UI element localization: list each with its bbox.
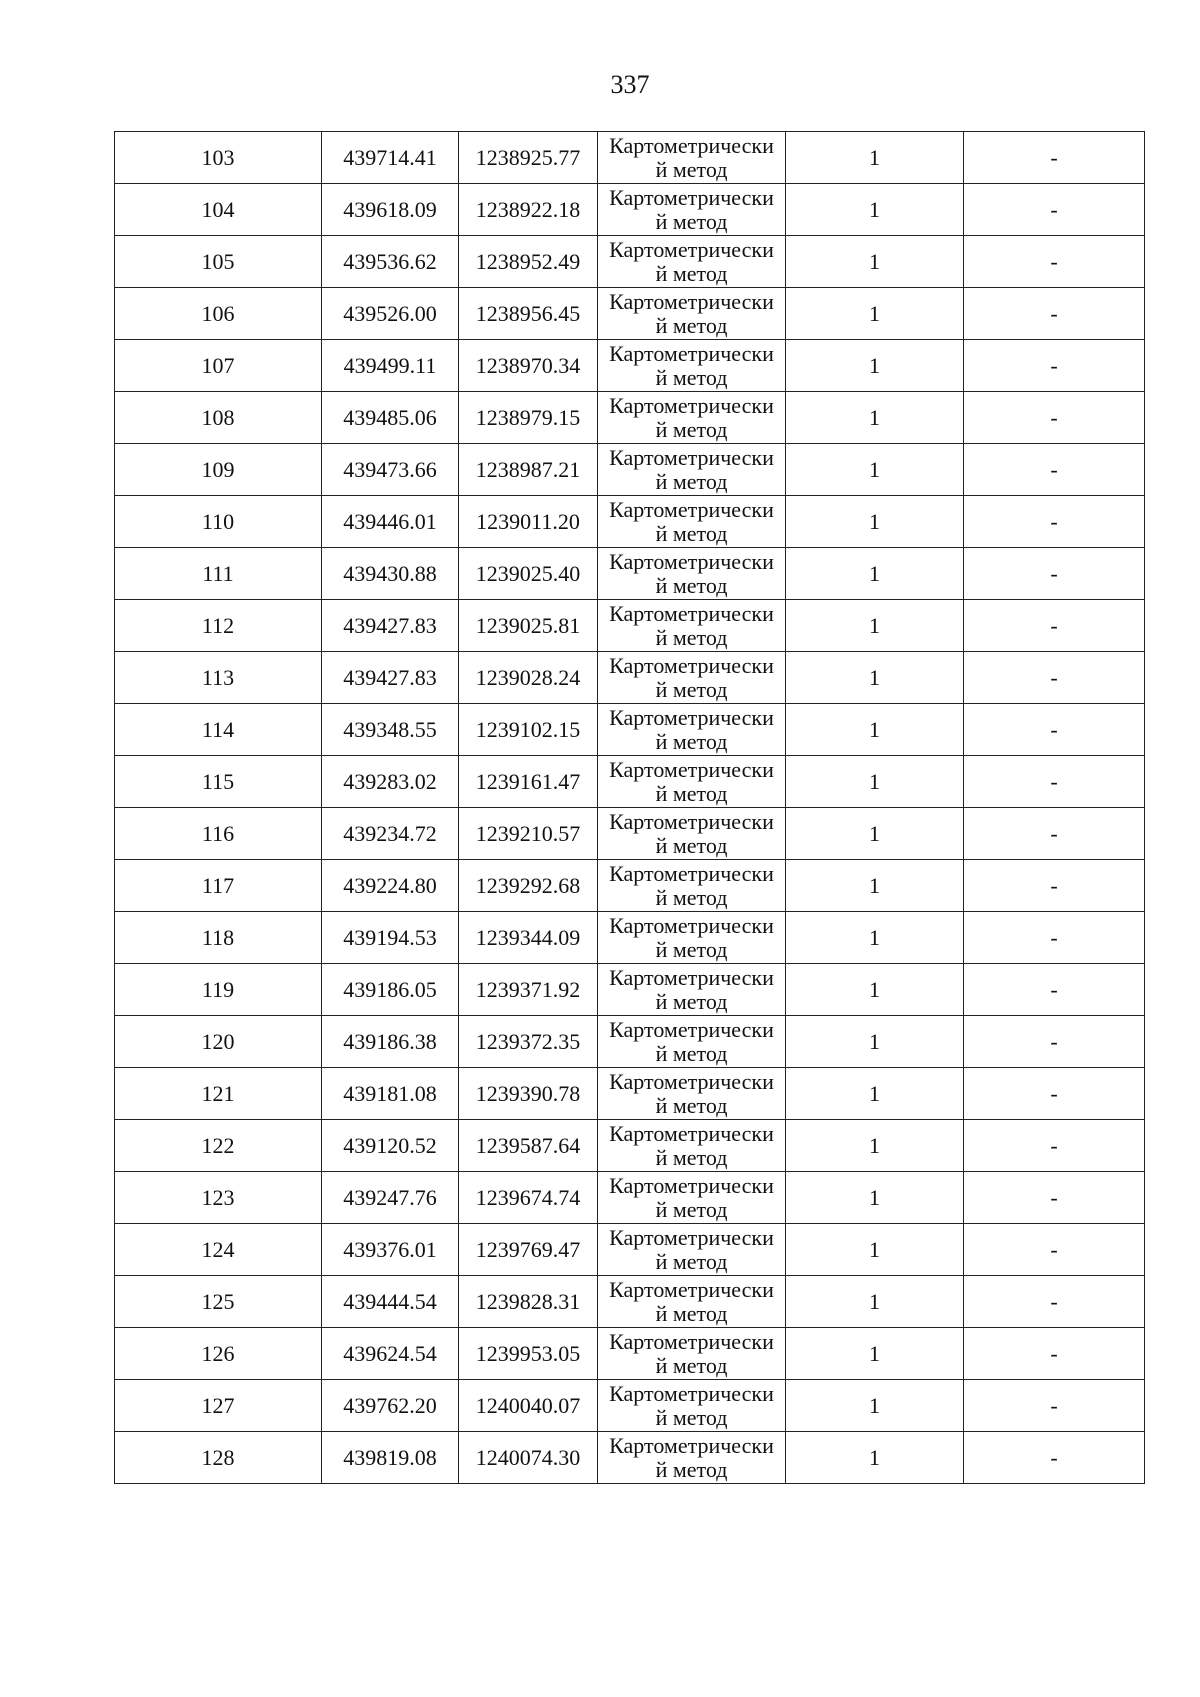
table-row xyxy=(115,964,1145,1016)
note-cell: - xyxy=(964,1328,1145,1380)
point-number-cell: 126 xyxy=(115,1328,322,1380)
point-number-cell: 117 xyxy=(115,860,322,912)
y-coordinate-cell: 1240074.30 xyxy=(459,1432,598,1484)
accuracy-cell: 1 xyxy=(786,392,964,444)
y-coordinate-cell: 1239587.64 xyxy=(459,1120,598,1172)
point-number-cell: 128 xyxy=(115,1432,322,1484)
method-text-line-2: й метод xyxy=(655,1300,728,1326)
x-coordinate-cell: 439283.02 xyxy=(322,756,459,808)
table-row xyxy=(115,756,1145,808)
y-coordinate-cell: 1238952.49 xyxy=(459,236,598,288)
y-coordinate-cell: 1239828.31 xyxy=(459,1276,598,1328)
accuracy-cell: 1 xyxy=(786,808,964,860)
note-cell: - xyxy=(964,496,1145,548)
method-text-line-2: й метод xyxy=(655,1404,728,1430)
method-cell xyxy=(598,1224,786,1276)
point-number-cell: 113 xyxy=(115,652,322,704)
y-coordinate-cell: 1238987.21 xyxy=(459,444,598,496)
x-coordinate-cell: 439819.08 xyxy=(322,1432,459,1484)
accuracy-cell: 1 xyxy=(786,444,964,496)
method-text-line-2: й метод xyxy=(655,156,728,182)
point-number-cell: 125 xyxy=(115,1276,322,1328)
y-coordinate-cell: 1239344.09 xyxy=(459,912,598,964)
note-cell: - xyxy=(964,912,1145,964)
table-row xyxy=(115,548,1145,600)
note-cell: - xyxy=(964,1432,1145,1484)
table-row xyxy=(115,600,1145,652)
y-coordinate-cell: 1238925.77 xyxy=(459,132,598,184)
note-cell: - xyxy=(964,756,1145,808)
method-text-line-2: й метод xyxy=(655,1092,728,1118)
method-text-line-2: й метод xyxy=(655,728,728,754)
table-row xyxy=(115,288,1145,340)
note-cell: - xyxy=(964,860,1145,912)
table-row xyxy=(115,444,1145,496)
method-cell xyxy=(598,444,786,496)
method-cell xyxy=(598,1068,786,1120)
x-coordinate-cell: 439444.54 xyxy=(322,1276,459,1328)
method-text-line-1: Картометрически xyxy=(609,1328,774,1354)
note-cell: - xyxy=(964,392,1145,444)
x-coordinate-cell: 439762.20 xyxy=(322,1380,459,1432)
x-coordinate-cell: 439234.72 xyxy=(322,808,459,860)
table-row xyxy=(115,1380,1145,1432)
y-coordinate-cell: 1239292.68 xyxy=(459,860,598,912)
method-cell xyxy=(598,340,786,392)
method-text-line-1: Картометрически xyxy=(609,652,774,678)
accuracy-cell: 1 xyxy=(786,912,964,964)
method-text-line-1: Картометрически xyxy=(609,548,774,574)
method-cell xyxy=(598,860,786,912)
note-cell: - xyxy=(964,1380,1145,1432)
method-text-line-2: й метод xyxy=(655,260,728,286)
method-text-line-1: Картометрически xyxy=(609,184,774,210)
method-text-line-1: Картометрически xyxy=(609,1016,774,1042)
method-cell xyxy=(598,1276,786,1328)
accuracy-cell: 1 xyxy=(786,1328,964,1380)
accuracy-cell: 1 xyxy=(786,132,964,184)
method-cell xyxy=(598,912,786,964)
method-text-line-1: Картометрически xyxy=(609,860,774,886)
method-text-line-1: Картометрически xyxy=(609,444,774,470)
table-row xyxy=(115,236,1145,288)
accuracy-cell: 1 xyxy=(786,860,964,912)
method-cell xyxy=(598,756,786,808)
method-cell xyxy=(598,1120,786,1172)
table-row xyxy=(115,912,1145,964)
note-cell: - xyxy=(964,548,1145,600)
method-text-line-2: й метод xyxy=(655,1352,728,1378)
method-cell xyxy=(598,1380,786,1432)
x-coordinate-cell: 439186.38 xyxy=(322,1016,459,1068)
accuracy-cell: 1 xyxy=(786,184,964,236)
method-cell xyxy=(598,1328,786,1380)
method-text-line-2: й метод xyxy=(655,780,728,806)
method-text-line-2: й метод xyxy=(655,988,728,1014)
accuracy-cell: 1 xyxy=(786,1224,964,1276)
method-cell xyxy=(598,132,786,184)
method-text-line-1: Картометрически xyxy=(609,912,774,938)
note-cell: - xyxy=(964,1068,1145,1120)
note-cell: - xyxy=(964,1224,1145,1276)
accuracy-cell: 1 xyxy=(786,496,964,548)
note-cell: - xyxy=(964,964,1145,1016)
method-text-line-2: й метод xyxy=(655,884,728,910)
accuracy-cell: 1 xyxy=(786,236,964,288)
point-number-cell: 111 xyxy=(115,548,322,600)
table-row xyxy=(115,704,1145,756)
accuracy-cell: 1 xyxy=(786,1016,964,1068)
table-row xyxy=(115,132,1145,184)
note-cell: - xyxy=(964,444,1145,496)
point-number-cell: 115 xyxy=(115,756,322,808)
method-text-line-2: й метод xyxy=(655,416,728,442)
method-cell xyxy=(598,964,786,1016)
method-text-line-1: Картометрически xyxy=(609,1224,774,1250)
point-number-cell: 110 xyxy=(115,496,322,548)
point-number-cell: 109 xyxy=(115,444,322,496)
y-coordinate-cell: 1239161.47 xyxy=(459,756,598,808)
note-cell: - xyxy=(964,1276,1145,1328)
y-coordinate-cell: 1239953.05 xyxy=(459,1328,598,1380)
method-cell xyxy=(598,184,786,236)
x-coordinate-cell: 439427.83 xyxy=(322,600,459,652)
table-row xyxy=(115,1016,1145,1068)
method-text-line-1: Картометрически xyxy=(609,704,774,730)
note-cell: - xyxy=(964,1016,1145,1068)
y-coordinate-cell: 1238922.18 xyxy=(459,184,598,236)
method-text-line-2: й метод xyxy=(655,208,728,234)
x-coordinate-cell: 439430.88 xyxy=(322,548,459,600)
method-text-line-2: й метод xyxy=(655,676,728,702)
method-text-line-1: Картометрически xyxy=(609,236,774,262)
x-coordinate-cell: 439526.00 xyxy=(322,288,459,340)
x-coordinate-cell: 439348.55 xyxy=(322,704,459,756)
point-number-cell: 118 xyxy=(115,912,322,964)
accuracy-cell: 1 xyxy=(786,1172,964,1224)
point-number-cell: 120 xyxy=(115,1016,322,1068)
accuracy-cell: 1 xyxy=(786,548,964,600)
accuracy-cell: 1 xyxy=(786,1276,964,1328)
method-text-line-1: Картометрически xyxy=(609,340,774,366)
point-number-cell: 103 xyxy=(115,132,322,184)
accuracy-cell: 1 xyxy=(786,1432,964,1484)
accuracy-cell: 1 xyxy=(786,964,964,1016)
x-coordinate-cell: 439247.76 xyxy=(322,1172,459,1224)
table-row xyxy=(115,808,1145,860)
coordinates-table-body xyxy=(115,132,1145,1484)
method-text-line-1: Картометрически xyxy=(609,756,774,782)
table-row xyxy=(115,860,1145,912)
method-cell xyxy=(598,392,786,444)
method-text-line-2: й метод xyxy=(655,572,728,598)
table-row xyxy=(115,1432,1145,1484)
method-cell xyxy=(598,496,786,548)
point-number-cell: 119 xyxy=(115,964,322,1016)
note-cell: - xyxy=(964,288,1145,340)
method-text-line-1: Картометрически xyxy=(609,1432,774,1458)
table-row xyxy=(115,1224,1145,1276)
page-number: 337 xyxy=(610,70,650,99)
table-row xyxy=(115,1328,1145,1380)
x-coordinate-cell: 439473.66 xyxy=(322,444,459,496)
point-number-cell: 104 xyxy=(115,184,322,236)
method-cell xyxy=(598,548,786,600)
table-row xyxy=(115,1172,1145,1224)
x-coordinate-cell: 439485.06 xyxy=(322,392,459,444)
y-coordinate-cell: 1239025.81 xyxy=(459,600,598,652)
point-number-cell: 123 xyxy=(115,1172,322,1224)
coordinates-table xyxy=(114,131,1145,1484)
point-number-cell: 127 xyxy=(115,1380,322,1432)
point-number-cell: 122 xyxy=(115,1120,322,1172)
method-text-line-1: Картометрически xyxy=(609,1120,774,1146)
method-cell xyxy=(598,600,786,652)
method-text-line-2: й метод xyxy=(655,624,728,650)
point-number-cell: 108 xyxy=(115,392,322,444)
method-text-line-2: й метод xyxy=(655,1248,728,1274)
y-coordinate-cell: 1239372.35 xyxy=(459,1016,598,1068)
method-cell xyxy=(598,1432,786,1484)
x-coordinate-cell: 439618.09 xyxy=(322,184,459,236)
method-text-line-1: Картометрически xyxy=(609,964,774,990)
x-coordinate-cell: 439446.01 xyxy=(322,496,459,548)
method-text-line-1: Картометрически xyxy=(609,496,774,522)
point-number-cell: 106 xyxy=(115,288,322,340)
method-text-line-1: Картометрически xyxy=(609,1380,774,1406)
table-row xyxy=(115,1068,1145,1120)
method-text-line-2: й метод xyxy=(655,1196,728,1222)
accuracy-cell: 1 xyxy=(786,340,964,392)
accuracy-cell: 1 xyxy=(786,1120,964,1172)
note-cell: - xyxy=(964,808,1145,860)
note-cell: - xyxy=(964,704,1145,756)
method-text-line-2: й метод xyxy=(655,520,728,546)
x-coordinate-cell: 439714.41 xyxy=(322,132,459,184)
y-coordinate-cell: 1238979.15 xyxy=(459,392,598,444)
note-cell: - xyxy=(964,1120,1145,1172)
method-text-line-2: й метод xyxy=(655,832,728,858)
accuracy-cell: 1 xyxy=(786,704,964,756)
method-text-line-1: Картометрически xyxy=(609,1172,774,1198)
method-text-line-1: Картометрически xyxy=(609,1068,774,1094)
method-text-line-2: й метод xyxy=(655,364,728,390)
method-cell xyxy=(598,1172,786,1224)
y-coordinate-cell: 1240040.07 xyxy=(459,1380,598,1432)
note-cell: - xyxy=(964,236,1145,288)
y-coordinate-cell: 1239390.78 xyxy=(459,1068,598,1120)
method-text-line-1: Картометрически xyxy=(609,600,774,626)
note-cell: - xyxy=(964,132,1145,184)
y-coordinate-cell: 1239210.57 xyxy=(459,808,598,860)
accuracy-cell: 1 xyxy=(786,288,964,340)
accuracy-cell: 1 xyxy=(786,600,964,652)
method-text-line-2: й метод xyxy=(655,1040,728,1066)
method-text-line-1: Картометрически xyxy=(609,808,774,834)
y-coordinate-cell: 1238970.34 xyxy=(459,340,598,392)
x-coordinate-cell: 439194.53 xyxy=(322,912,459,964)
method-text-line-1: Картометрически xyxy=(609,1276,774,1302)
point-number-cell: 105 xyxy=(115,236,322,288)
method-cell xyxy=(598,704,786,756)
table-row xyxy=(115,496,1145,548)
x-coordinate-cell: 439186.05 xyxy=(322,964,459,1016)
y-coordinate-cell: 1239028.24 xyxy=(459,652,598,704)
point-number-cell: 124 xyxy=(115,1224,322,1276)
method-text-line-2: й метод xyxy=(655,936,728,962)
y-coordinate-cell: 1239102.15 xyxy=(459,704,598,756)
note-cell: - xyxy=(964,340,1145,392)
method-cell xyxy=(598,236,786,288)
method-text-line-2: й метод xyxy=(655,1456,728,1482)
x-coordinate-cell: 439499.11 xyxy=(322,340,459,392)
accuracy-cell: 1 xyxy=(786,1068,964,1120)
point-number-cell: 114 xyxy=(115,704,322,756)
table-row xyxy=(115,1120,1145,1172)
x-coordinate-cell: 439536.62 xyxy=(322,236,459,288)
note-cell: - xyxy=(964,184,1145,236)
x-coordinate-cell: 439224.80 xyxy=(322,860,459,912)
note-cell: - xyxy=(964,1172,1145,1224)
x-coordinate-cell: 439376.01 xyxy=(322,1224,459,1276)
table-row xyxy=(115,184,1145,236)
table-row xyxy=(115,392,1145,444)
x-coordinate-cell: 439624.54 xyxy=(322,1328,459,1380)
x-coordinate-cell: 439427.83 xyxy=(322,652,459,704)
table-row xyxy=(115,1276,1145,1328)
y-coordinate-cell: 1239769.47 xyxy=(459,1224,598,1276)
method-cell xyxy=(598,1016,786,1068)
y-coordinate-cell: 1239674.74 xyxy=(459,1172,598,1224)
point-number-cell: 107 xyxy=(115,340,322,392)
x-coordinate-cell: 439181.08 xyxy=(322,1068,459,1120)
y-coordinate-cell: 1238956.45 xyxy=(459,288,598,340)
accuracy-cell: 1 xyxy=(786,1380,964,1432)
accuracy-cell: 1 xyxy=(786,652,964,704)
point-number-cell: 121 xyxy=(115,1068,322,1120)
method-text-line-1: Картометрически xyxy=(609,392,774,418)
accuracy-cell: 1 xyxy=(786,756,964,808)
note-cell: - xyxy=(964,600,1145,652)
method-cell xyxy=(598,808,786,860)
table-row xyxy=(115,652,1145,704)
point-number-cell: 112 xyxy=(115,600,322,652)
method-cell xyxy=(598,652,786,704)
x-coordinate-cell: 439120.52 xyxy=(322,1120,459,1172)
point-number-cell: 116 xyxy=(115,808,322,860)
y-coordinate-cell: 1239025.40 xyxy=(459,548,598,600)
method-text-line-1: Картометрически xyxy=(609,132,774,158)
y-coordinate-cell: 1239011.20 xyxy=(459,496,598,548)
note-cell: - xyxy=(964,652,1145,704)
y-coordinate-cell: 1239371.92 xyxy=(459,964,598,1016)
method-cell xyxy=(598,288,786,340)
method-text-line-2: й метод xyxy=(655,1144,728,1170)
method-text-line-1: Картометрически xyxy=(609,288,774,314)
method-text-line-2: й метод xyxy=(655,312,728,338)
table-row xyxy=(115,340,1145,392)
method-text-line-2: й метод xyxy=(655,468,728,494)
